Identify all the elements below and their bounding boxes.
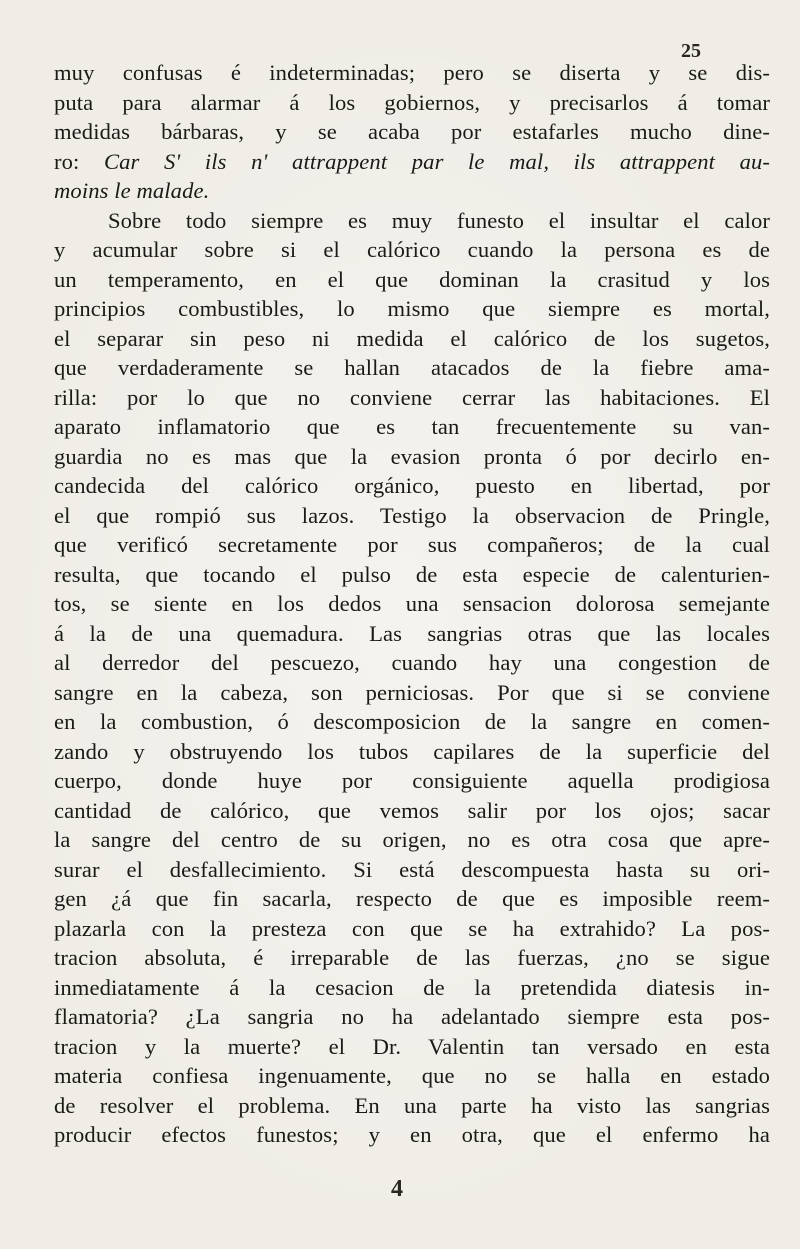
line-text: flamatoria? ¿La sangria no ha adelantado siempre esta pos- [54,1004,770,1029]
line-text: la sangre del centro de su origen, no es otra cosa que apre- [54,827,770,852]
line-text: en la combustion, ó descomposicion de la sangre en comen- [54,709,770,734]
line-text: zando y obstruyendo los tubos capilares de la superficie del [54,738,770,764]
text-line [54,294,770,324]
line-text: que verdaderamente se hallan atacados de la fiebre ama- [54,355,770,380]
text-line [54,648,770,678]
line-text: que verificó secretamente por sus compañeros; de la cual [54,532,770,557]
text-line [54,147,770,177]
page-number: 25 [681,40,701,62]
text-line [54,88,770,118]
line-text: producir efectos funestos; y en otra, que el enfermo ha [54,1122,770,1147]
line-text: tracion y la muerte? el Dr. Valentin tan versado en esta [54,1033,770,1059]
line-text: gen ¿á que fin sacarla, respecto de que es imposible reem- [54,886,770,911]
text-line [54,117,770,147]
line-text: cantidad de calórico, que vemos salir por los ojos; sacar [54,797,770,823]
text-line [54,766,770,796]
text-line [54,1120,770,1150]
text-line [54,825,770,855]
text-line [54,324,770,354]
text-line [54,206,770,236]
text-line [54,383,770,413]
text-line [54,619,770,649]
line-text: rilla: por lo que no conviene cerrar las habitaciones. El [54,384,770,410]
line-text: un temperamento, en el que dominan la crasitud y los [54,266,770,292]
line-text: Sobre todo siempre es muy funesto el insultar el calor [108,207,770,233]
line-text: de resolver el problema. En una parte ha visto las sangrias [54,1092,770,1118]
line-text: guardia no es mas que la evasion pronta ó por decirlo en- [54,443,770,469]
text-line [54,530,770,560]
body-text [54,58,770,1150]
text-line [54,176,770,206]
text-line [54,707,770,737]
line-text: aparato inflamatorio que es tan frecuentemente su van- [54,414,770,439]
line-text: tos, se siente en los dedos una sensacion dolorosa semejante [54,591,770,616]
text-line [54,560,770,590]
line-text: surar el desfallecimiento. Si está descompuesta hasta su ori- [54,856,770,882]
signature-mark: 4 [391,1176,403,1202]
line-text: el separar sin peso ni medida el calórico de los sugetos, [54,325,770,351]
line-text: principios combustibles, lo mismo que siempre es mortal, [54,296,770,321]
text-line [54,1091,770,1121]
text-line [54,855,770,885]
text-line [54,412,770,442]
line-text: muy confusas é indeterminadas; pero se diserta y se dis- [54,60,770,85]
line-text: al derredor del pescuezo, cuando hay una congestion de [54,650,770,675]
line-italic-text: Car S' ils n' attrappent par le mal, ils attrappent au- [103,148,770,174]
line-text: resulta, que tocando el pulso de esta especie de calenturien- [54,561,770,587]
line-text: medidas bárbaras, y se acaba por estafarles mucho dine- [54,119,770,144]
line-text: plazarla con la presteza con que se ha extrahido? La pos- [54,915,770,941]
text-line [54,265,770,295]
text-line [54,471,770,501]
text-line [54,353,770,383]
line-text: y acumular sobre si el calórico cuando la persona es de [54,237,770,262]
line-text: candecida del calórico orgánico, puesto en libertad, por [54,473,770,498]
line-text: ro: [54,148,104,174]
text-line [54,58,770,88]
line-text: puta para alarmar á los gobiernos, y precisarlos á tomar [54,89,770,115]
text-line [54,884,770,914]
line-text: el que rompió sus lazos. Testigo la observacion de Pringle, [54,502,770,528]
text-line [54,737,770,767]
line-italic-text: moins le malade. [54,178,210,203]
text-line [54,442,770,472]
line-text: materia confiesa ingenuamente, que no se halla en estado [54,1063,770,1088]
line-text: á la de una quemadura. Las sangrias otras que las locales [54,620,770,646]
text-line [54,1032,770,1062]
text-line [54,943,770,973]
text-line [54,678,770,708]
text-line [54,1061,770,1091]
text-line [54,501,770,531]
text-line [54,914,770,944]
text-line [54,973,770,1003]
text-line [54,589,770,619]
line-text: tracion absoluta, é irreparable de las fuerzas, ¿no se sigue [54,945,770,970]
text-line [54,1002,770,1032]
line-text: cuerpo, donde huye por consiguiente aquella prodigiosa [54,768,770,793]
text-line [54,796,770,826]
text-line [54,235,770,265]
line-text: inmediatamente á la cesacion de la pretendida diatesis in- [54,974,770,1000]
line-text: sangre en la cabeza, son perniciosas. Por que si se conviene [54,679,770,705]
